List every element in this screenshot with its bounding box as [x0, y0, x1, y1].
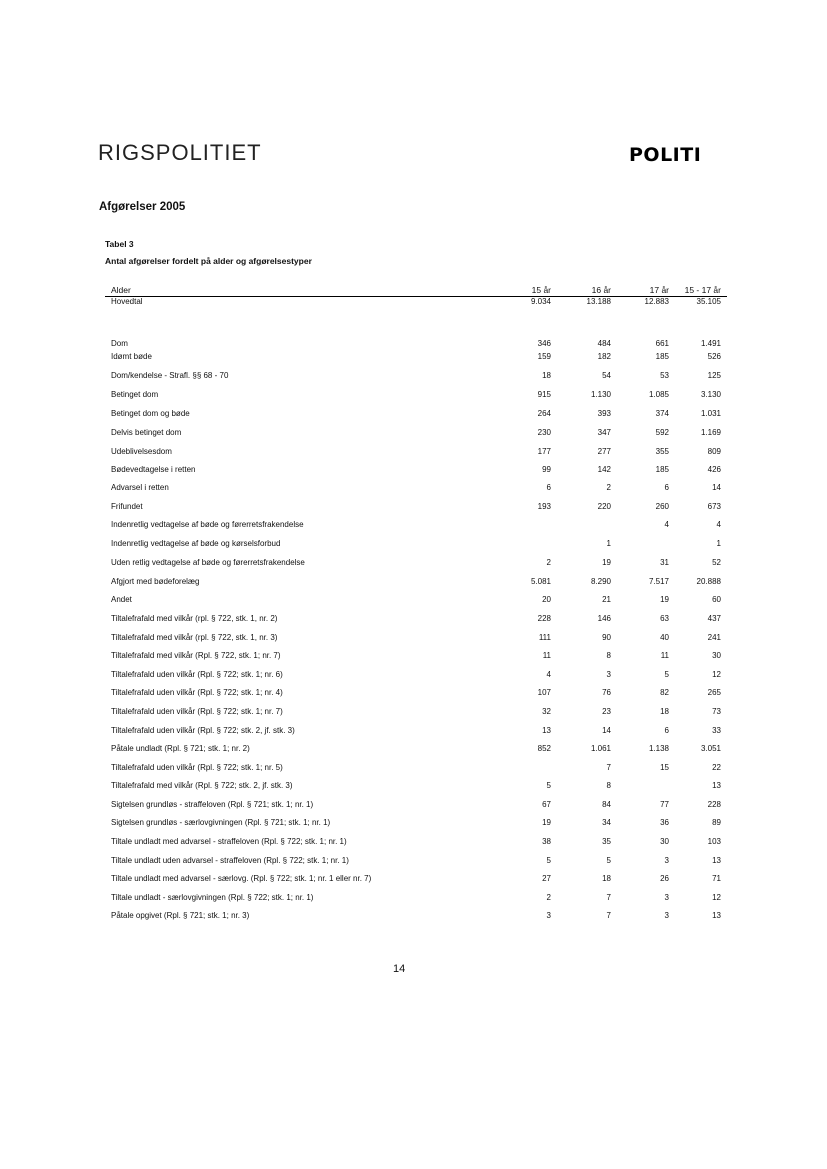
table-label: Tabel 3 — [105, 239, 134, 249]
row-label: Afgjort med bødeforelæg — [111, 577, 200, 586]
cell-c2: 13.188 — [586, 297, 611, 306]
cell-c2: 8 — [606, 651, 611, 660]
row-label: Betinget dom og bøde — [111, 409, 190, 418]
cell-c1: 67 — [542, 800, 551, 809]
cell-c3: 1.138 — [648, 744, 669, 753]
row-label: Tiltalefrafald med vilkår (rpl. § 722, stk. 1, nr. 2) — [111, 614, 278, 623]
cell-c2: 393 — [597, 409, 611, 418]
row-label: Indenretlig vedtagelse af bøde og kørselsforbud — [111, 539, 281, 548]
cell-c3: 355 — [655, 447, 669, 456]
cell-c4: 673 — [707, 502, 721, 511]
cell-c2: 8 — [606, 781, 611, 790]
cell-c4: 22 — [712, 763, 721, 772]
cell-c4: 1.491 — [700, 339, 721, 348]
cell-c4: 52 — [712, 558, 721, 567]
cell-c1: 19 — [542, 818, 551, 827]
cell-c4: 12 — [712, 670, 721, 679]
cell-c4: 89 — [712, 818, 721, 827]
cell-c4: 13 — [712, 856, 721, 865]
row-label: Tiltalefrafald uden vilkår (Rpl. § 722; stk. 1; nr. 4) — [111, 688, 283, 697]
cell-c2: 220 — [597, 502, 611, 511]
column-header-16: 16 år — [591, 285, 611, 295]
row-label: Tiltalefrafald med vilkår (rpl. § 722, stk. 1, nr. 3) — [111, 633, 278, 642]
cell-c3: 82 — [660, 688, 669, 697]
cell-c1: 11 — [542, 651, 551, 660]
cell-c3: 3 — [664, 893, 669, 902]
cell-c1: 2 — [546, 558, 551, 567]
row-label: Påtale undladt (Rpl. § 721; stk. 1; nr. 2) — [111, 744, 250, 753]
cell-c3: 7.517 — [648, 577, 669, 586]
cell-c1: 264 — [537, 409, 551, 418]
cell-c4: 14 — [712, 483, 721, 492]
column-header-alder: Alder — [111, 285, 131, 295]
organization-name: RIGSPOLITIET — [98, 140, 262, 165]
cell-c4: 73 — [712, 707, 721, 716]
cell-c4: 103 — [707, 837, 721, 846]
cell-c2: 84 — [602, 800, 611, 809]
cell-c3: 661 — [655, 339, 669, 348]
row-label: Indenretlig vedtagelse af bøde og førerretsfrakendelse — [111, 520, 304, 529]
row-label: Påtale opgivet (Rpl. § 721; stk. 1; nr. 3) — [111, 911, 250, 920]
row-label: Betinget dom — [111, 390, 159, 399]
cell-c3: 185 — [655, 352, 669, 361]
cell-c1: 111 — [538, 633, 551, 642]
cell-c3: 5 — [664, 670, 669, 679]
table-header — [105, 284, 727, 297]
cell-c4: 1 — [716, 539, 721, 548]
cell-c3: 6 — [664, 726, 669, 735]
cell-c1: 38 — [542, 837, 551, 846]
cell-c1: 228 — [537, 614, 551, 623]
cell-c4: 228 — [707, 800, 721, 809]
row-label: Tiltale undladt - særlovgivningen (Rpl. § 722; stk. 1; nr. 1) — [111, 893, 314, 902]
row-label: Idømt bøde — [111, 352, 152, 361]
cell-c4: 426 — [707, 465, 721, 474]
row-label: Sigtelsen grundløs - særlovgivningen (Rpl. § 721; stk. 1; nr. 1) — [111, 818, 331, 827]
row-label: Andet — [111, 595, 132, 604]
cell-c1: 177 — [537, 447, 551, 456]
row-label: Tiltalefrafald uden vilkår (Rpl. § 722; stk. 1; nr. 5) — [111, 763, 283, 772]
row-label: Hovedtal — [111, 297, 143, 306]
cell-c2: 1.061 — [590, 744, 611, 753]
row-label: Advarsel i retten — [111, 483, 169, 492]
cell-c1: 159 — [537, 352, 551, 361]
cell-c3: 260 — [655, 502, 669, 511]
cell-c1: 5 — [546, 781, 551, 790]
cell-c3: 6 — [664, 483, 669, 492]
row-label: Delvis betinget dom — [111, 428, 182, 437]
cell-c1: 18 — [542, 371, 551, 380]
cell-c3: 63 — [660, 614, 669, 623]
cell-c4: 241 — [707, 633, 721, 642]
cell-c2: 277 — [597, 447, 611, 456]
cell-c3: 12.883 — [644, 297, 669, 306]
cell-c4: 12 — [712, 893, 721, 902]
cell-c2: 142 — [597, 465, 611, 474]
cell-c4: 13 — [712, 781, 721, 790]
cell-c2: 3 — [606, 670, 611, 679]
row-label: Uden retlig vedtagelse af bøde og førerretsfrakendelse — [111, 558, 305, 567]
cell-c3: 592 — [655, 428, 669, 437]
cell-c2: 23 — [602, 707, 611, 716]
cell-c4: 4 — [716, 520, 721, 529]
document-title: Afgørelser 2005 — [99, 201, 186, 213]
cell-c2: 21 — [602, 595, 611, 604]
cell-c2: 54 — [602, 371, 611, 380]
cell-c4: 33 — [712, 726, 721, 735]
cell-c4: 71 — [712, 874, 721, 883]
cell-c1: 107 — [537, 688, 551, 697]
cell-c1: 9.034 — [530, 297, 551, 306]
cell-c1: 20 — [542, 595, 551, 604]
cell-c3: 31 — [660, 558, 669, 567]
cell-c3: 18 — [660, 707, 669, 716]
cell-c1: 32 — [542, 707, 551, 716]
cell-c1: 915 — [537, 390, 551, 399]
cell-c3: 36 — [660, 818, 669, 827]
cell-c2: 7 — [606, 893, 611, 902]
cell-c1: 346 — [537, 339, 551, 348]
cell-c4: 1.031 — [700, 409, 721, 418]
row-label: Tiltalefrafald uden vilkår (Rpl. § 722; stk. 2, jf. stk. 3) — [111, 726, 295, 735]
cell-c1: 852 — [537, 744, 551, 753]
row-label: Tiltalefrafald uden vilkår (Rpl. § 722; stk. 1; nr. 6) — [111, 670, 283, 679]
row-label: Dom — [111, 339, 128, 348]
column-header-15: 15 år — [531, 285, 551, 295]
cell-c2: 18 — [602, 874, 611, 883]
cell-c3: 11 — [660, 651, 669, 660]
politi-logo: POLITI — [629, 144, 702, 166]
cell-c2: 35 — [602, 837, 611, 846]
cell-c4: 35.105 — [696, 297, 721, 306]
cell-c4: 13 — [712, 911, 721, 920]
cell-c2: 14 — [602, 726, 611, 735]
row-label: Tiltalefrafald uden vilkår (Rpl. § 722; stk. 1; nr. 7) — [111, 707, 283, 716]
cell-c1: 3 — [546, 911, 551, 920]
row-label: Tiltale undladt uden advarsel - straffeloven (Rpl. § 722; stk. 1; nr. 1) — [111, 856, 349, 865]
cell-c4: 1.169 — [700, 428, 721, 437]
cell-c3: 30 — [660, 837, 669, 846]
cell-c1: 5.081 — [530, 577, 551, 586]
cell-c2: 1.130 — [590, 390, 611, 399]
cell-c3: 15 — [660, 763, 669, 772]
cell-c4: 526 — [707, 352, 721, 361]
cell-c2: 484 — [597, 339, 611, 348]
cell-c1: 4 — [546, 670, 551, 679]
cell-c4: 30 — [712, 651, 721, 660]
cell-c2: 182 — [597, 352, 611, 361]
cell-c2: 7 — [606, 911, 611, 920]
cell-c2: 90 — [602, 633, 611, 642]
cell-c2: 2 — [606, 483, 611, 492]
cell-c3: 19 — [660, 595, 669, 604]
cell-c1: 99 — [542, 465, 551, 474]
cell-c3: 40 — [660, 633, 669, 642]
row-label: Udeblivelsesdom — [111, 447, 172, 456]
cell-c2: 347 — [597, 428, 611, 437]
column-header-total: 15 - 17 år — [684, 285, 721, 295]
cell-c4: 125 — [707, 371, 721, 380]
row-label: Frifundet — [111, 502, 143, 511]
cell-c4: 809 — [707, 447, 721, 456]
cell-c4: 3.051 — [700, 744, 721, 753]
cell-c1: 13 — [542, 726, 551, 735]
cell-c3: 53 — [660, 371, 669, 380]
cell-c3: 4 — [664, 520, 669, 529]
cell-c2: 1 — [606, 539, 611, 548]
cell-c2: 7 — [606, 763, 611, 772]
row-label: Sigtelsen grundløs - straffeloven (Rpl. § 721; stk. 1; nr. 1) — [111, 800, 314, 809]
cell-c4: 3.130 — [700, 390, 721, 399]
cell-c1: 27 — [542, 874, 551, 883]
cell-c2: 19 — [602, 558, 611, 567]
cell-c3: 3 — [664, 856, 669, 865]
cell-c3: 374 — [655, 409, 669, 418]
column-header-17: 17 år — [649, 285, 669, 295]
cell-c4: 60 — [712, 595, 721, 604]
cell-c1: 2 — [546, 893, 551, 902]
row-label: Tiltalefrafald med vilkår (Rpl. § 722; stk. 2, jf. stk. 3) — [111, 781, 293, 790]
table-caption: Antal afgørelser fordelt på alder og afgørelsestyper — [105, 256, 312, 266]
cell-c4: 265 — [707, 688, 721, 697]
cell-c2: 34 — [602, 818, 611, 827]
cell-c3: 3 — [664, 911, 669, 920]
row-label: Dom/kendelse - Strafl. §§ 68 - 70 — [111, 371, 229, 380]
cell-c1: 193 — [537, 502, 551, 511]
cell-c3: 185 — [655, 465, 669, 474]
row-label: Tiltalefrafald med vilkår (Rpl. § 722, stk. 1; nr. 7) — [111, 651, 281, 660]
cell-c1: 230 — [537, 428, 551, 437]
cell-c4: 20.888 — [696, 577, 721, 586]
row-label: Bødevedtagelse i retten — [111, 465, 196, 474]
row-label: Tiltale undladt med advarsel - straffeloven (Rpl. § 722; stk. 1; nr. 1) — [111, 837, 347, 846]
cell-c4: 437 — [707, 614, 721, 623]
cell-c3: 1.085 — [648, 390, 669, 399]
cell-c1: 5 — [546, 856, 551, 865]
cell-c3: 26 — [660, 874, 669, 883]
cell-c2: 146 — [597, 614, 611, 623]
cell-c1: 6 — [546, 483, 551, 492]
cell-c2: 8.290 — [590, 577, 611, 586]
row-label: Tiltale undladt med advarsel - særlovg. (Rpl. § 722; stk. 1; nr. 1 eller nr. 7) — [111, 874, 372, 883]
cell-c2: 76 — [602, 688, 611, 697]
cell-c3: 77 — [660, 800, 669, 809]
page-number: 14 — [393, 963, 406, 975]
cell-c2: 5 — [606, 856, 611, 865]
